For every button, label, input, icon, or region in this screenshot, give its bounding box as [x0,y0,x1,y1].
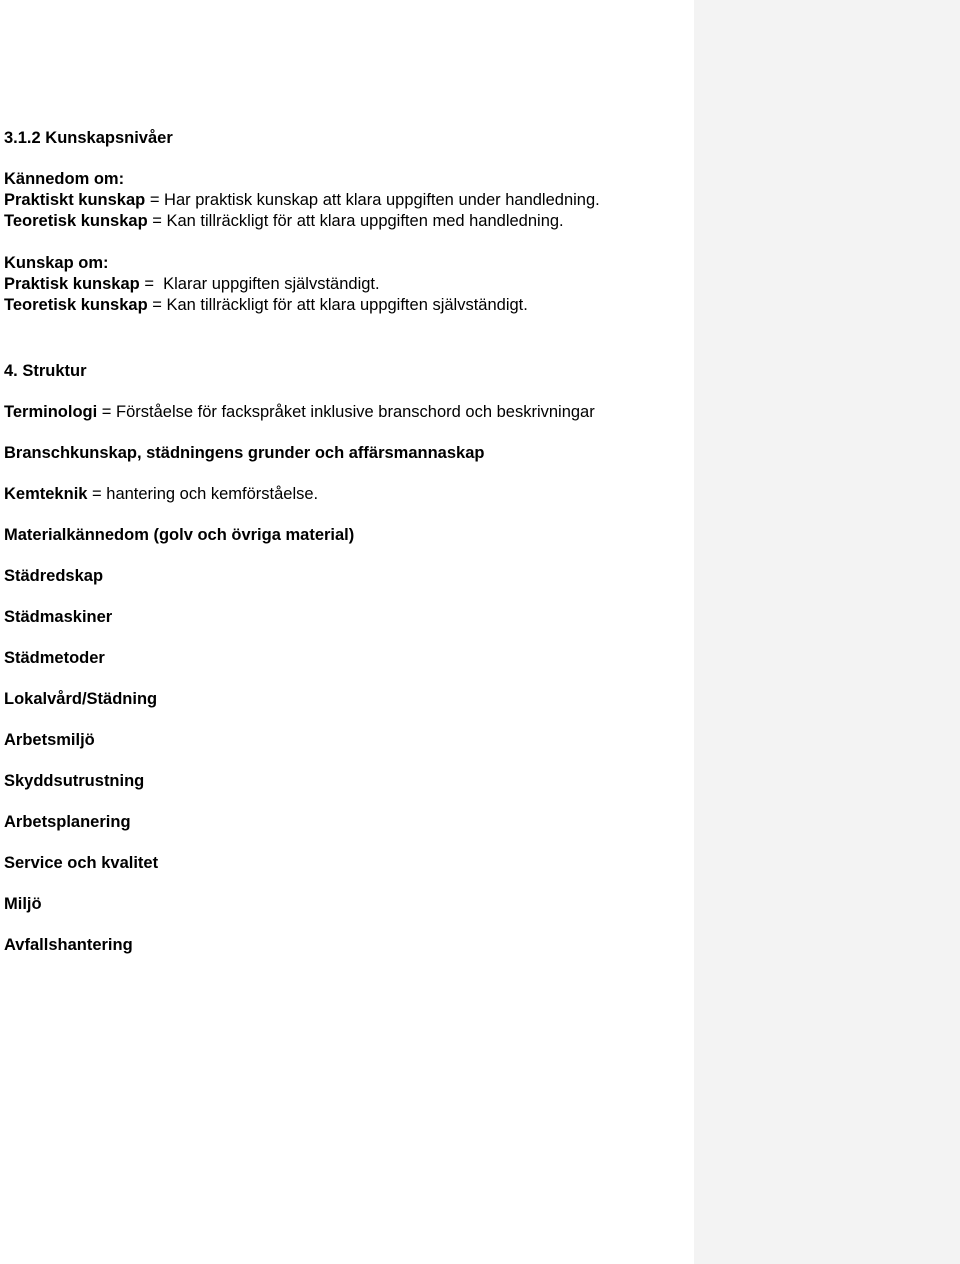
structure-item: Miljö [4,895,42,913]
term: Terminologi [4,403,98,421]
term: Teoretisk kunskap [4,212,148,230]
structure-item [4,402,684,423]
structure-item: Städredskap [4,567,104,585]
section-heading-struktur: 4. Struktur [4,362,87,380]
structure-item: Arbetsplanering [4,813,131,831]
separator: = [147,212,167,230]
structure-item: Service och kvalitet [4,854,159,872]
kannedom-title: Kännedom om: [4,170,125,188]
structure-item: Städmetoder [4,649,105,667]
comment-margin-pane [694,0,960,1264]
separator: = [147,296,167,314]
kunskap-item [4,274,684,295]
structure-item: Branschkunskap, städningens grunder och affärsmannaskap [4,444,485,462]
structure-item: Lokalvård/Städning [4,690,158,708]
description: hantering och kemförståelse. [106,485,319,503]
description: Kan tillräckligt för att klara uppgiften självständigt. [166,296,528,314]
separator: = [97,403,117,421]
structure-item [4,484,684,505]
kunskap-title: Kunskap om: [4,254,109,272]
structure-item: Materialkännedom (golv och övriga material) [4,526,355,544]
description: Förståelse för fackspråket inklusive branschord och beskrivningar [116,403,595,421]
structure-item: Skyddsutrustning [4,772,145,790]
term: Teoretisk kunskap [4,296,148,314]
term: Praktisk kunskap [4,275,140,293]
description: Klarar uppgiften självständigt. [163,275,380,293]
kannedom-item [4,211,684,232]
term: Kemteknik [4,485,88,503]
structure-item: Arbetsmiljö [4,731,95,749]
kunskap-item [4,295,684,316]
section-heading-kunskapsnivaer: 3.1.2 Kunskapsnivåer [4,129,173,147]
term: Praktiskt kunskap [4,191,146,209]
description: Kan tillräckligt för att klara uppgiften med handledning. [166,212,564,230]
kannedom-item [4,190,684,211]
separator: = [139,275,164,293]
separator: = [87,485,107,503]
structure-item: Avfallshantering [4,936,133,954]
separator: = [145,191,165,209]
document-content [4,128,684,976]
description: Har praktisk kunskap att klara uppgiften under handledning. [164,191,600,209]
structure-item: Städmaskiner [4,608,113,626]
